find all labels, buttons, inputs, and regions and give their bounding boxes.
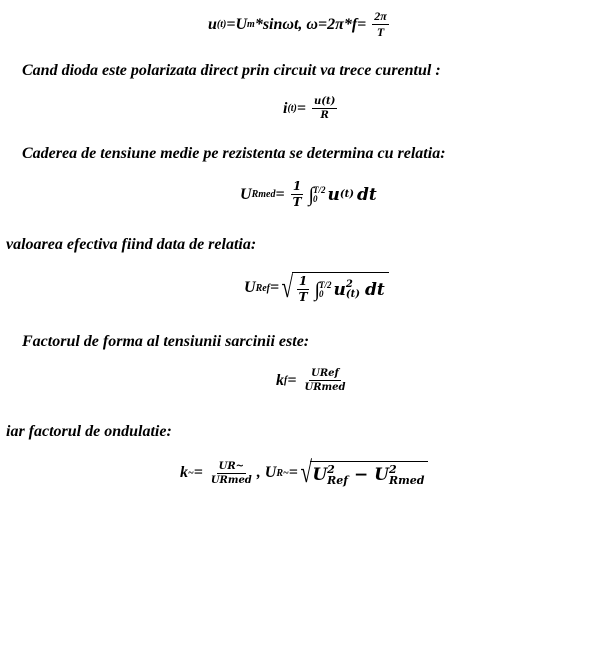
symbol-u-sub: (t) [216, 19, 227, 31]
symbol-Um: U [235, 15, 248, 33]
term-a-sub: Ref [327, 473, 349, 487]
dt: dt [356, 184, 377, 205]
fraction-u-over-R [312, 96, 337, 121]
symbol-Um-sub: m [247, 19, 255, 31]
radical-sign: √ [281, 271, 294, 305]
integrand-sup: 2 [345, 278, 353, 290]
symbol-i-sub: (t) [287, 103, 297, 114]
frac-den: T [298, 290, 308, 305]
frac-den: URmed [210, 474, 252, 486]
equation-current [283, 96, 340, 121]
symbol-U: U [244, 279, 256, 297]
frac-den: T [292, 195, 302, 210]
integral-sign: ∫ [314, 278, 321, 301]
symbol-k: k [180, 464, 188, 481]
frac-den: R [320, 110, 329, 121]
omega: ω [306, 15, 318, 33]
comma: , [256, 464, 261, 481]
equals: = [270, 279, 280, 297]
radical-sign: √ [300, 456, 312, 489]
integral [309, 185, 326, 205]
symbol-k: k [276, 371, 284, 389]
integrand-sub: (t) [345, 288, 360, 300]
frac-num: 1 [297, 275, 309, 290]
sin-text: *sin [254, 15, 283, 33]
omega-rhs: =2π*f= [318, 15, 367, 33]
paragraph-4: Factorul de forma al tensiunii sarcinii este: [22, 333, 310, 350]
equation-mean-voltage [240, 180, 377, 209]
equation-effective-voltage [244, 272, 389, 304]
lower-limit: 0 [319, 288, 324, 299]
comma: , [298, 15, 303, 33]
paragraph-2: Caderea de tensiune medie pe rezistenta se determina cu relatia: [22, 145, 446, 162]
upper-limit: T/2 [319, 279, 332, 290]
equation-source-voltage [208, 10, 392, 39]
frac-den: T [376, 25, 385, 40]
frac-num: URef [311, 368, 339, 379]
integrand-u: u [333, 279, 346, 300]
term-b: U [374, 464, 389, 485]
equals-2: = [288, 464, 298, 481]
term-a-sup: 2 [327, 462, 335, 476]
symbol-k-sub: ~ [188, 467, 194, 479]
integral-sign: ∫ [308, 183, 314, 206]
symbol-U-sub: Rmed [251, 189, 276, 201]
symbol-UR-sub: R~ [276, 467, 289, 479]
fraction-2pi-over-T [372, 10, 389, 39]
paragraph-5: iar factorul de ondulatie: [6, 423, 172, 440]
symbol-U: U [240, 185, 252, 203]
symbol-UR: U [264, 464, 277, 481]
equals: = [226, 15, 236, 33]
fraction-UR-over-URmed [209, 461, 254, 486]
upper-limit: T/2 [313, 184, 326, 195]
frac-den: URmed [304, 382, 346, 393]
term-b-sup: 2 [388, 462, 397, 476]
square-root [279, 272, 389, 304]
equals: = [296, 99, 307, 117]
symbol-i: i [283, 99, 288, 117]
equals: = [275, 185, 285, 203]
frac-num: u(t) [314, 96, 336, 107]
omega-t: ωt [282, 15, 299, 33]
paragraph-3: valoarea efectiva fiind data de relatia: [6, 236, 257, 253]
term-b-sub: Rmed [388, 473, 425, 487]
equation-form-factor [276, 368, 350, 393]
lower-limit: 0 [313, 193, 318, 204]
frac-num: 2π [372, 10, 389, 25]
integrand-sub: (t) [339, 189, 354, 201]
fraction-1-over-T [291, 180, 304, 209]
equation-ripple-factor [180, 458, 428, 488]
symbol-k-sub: f [284, 375, 288, 386]
fraction-1-over-T [297, 275, 310, 304]
symbol-u: u [208, 15, 217, 33]
symbol-U-sub: Ref [255, 282, 271, 294]
fraction-URef-over-URmed [302, 368, 347, 393]
dt: dt [365, 279, 385, 300]
minus: − [348, 464, 375, 485]
equals: = [287, 371, 297, 389]
integral [315, 280, 332, 300]
integrand-u: u [327, 184, 340, 205]
term-a: U [312, 464, 328, 485]
square-root [298, 458, 429, 488]
paragraph-1: Cand dioda este polarizata direct prin circuit va trece curentul : [22, 62, 441, 79]
frac-num: 1 [291, 180, 303, 195]
equals: = [193, 464, 203, 481]
frac-num: UR~ [218, 460, 245, 472]
